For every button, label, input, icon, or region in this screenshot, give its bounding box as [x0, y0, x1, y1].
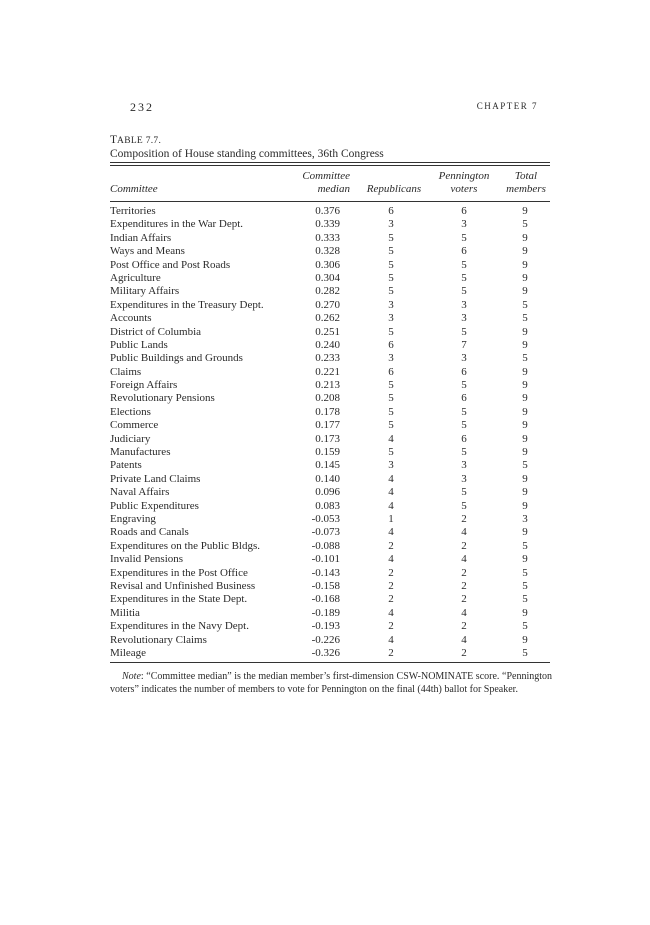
table-row: [110, 473, 550, 486]
pennington-voters-cell: 7: [461, 338, 467, 351]
total-members-cell: 9: [522, 258, 528, 271]
pennington-voters-cell: 5: [461, 231, 467, 244]
total-members-cell: 5: [522, 539, 528, 552]
median-cell: -0.326: [311, 646, 340, 659]
total-members-cell: 5: [522, 566, 528, 579]
median-cell: -0.158: [311, 579, 340, 592]
republicans-cell: 4: [388, 499, 394, 512]
total-members-cell: 9: [522, 231, 528, 244]
committee-name-cell: Elections: [110, 405, 151, 418]
total-members-cell: 5: [522, 459, 528, 472]
republicans-cell: 3: [388, 298, 394, 311]
table-row: [110, 312, 550, 325]
median-cell: 0.333: [315, 231, 340, 244]
col-header-pennington-line1: Pennington: [438, 170, 490, 182]
table-row: [110, 620, 550, 633]
pennington-voters-cell: 6: [461, 432, 467, 445]
table-row: [110, 446, 550, 459]
total-members-cell: 5: [522, 312, 528, 325]
republicans-cell: 6: [388, 365, 394, 378]
table-row: [110, 500, 550, 513]
median-cell: -0.143: [311, 566, 340, 579]
total-members-cell: 9: [522, 392, 528, 405]
table-row: [110, 553, 550, 566]
committee-name-cell: Public Lands: [110, 338, 168, 351]
committee-name-cell: Agriculture: [110, 271, 161, 284]
table-row: [110, 486, 550, 499]
republicans-cell: 5: [388, 258, 394, 271]
median-cell: 0.145: [315, 459, 340, 472]
republicans-cell: 4: [388, 606, 394, 619]
republicans-cell: 2: [388, 566, 394, 579]
total-members-cell: 5: [522, 218, 528, 231]
total-members-cell: 9: [522, 419, 528, 432]
republicans-cell: 1: [388, 512, 394, 525]
total-members-cell: 9: [522, 486, 528, 499]
table-label-initial: T: [110, 134, 118, 146]
median-cell: 0.213: [315, 379, 340, 392]
table-bottom-rule: [110, 662, 550, 663]
table-row: [110, 433, 550, 446]
republicans-cell: 2: [388, 593, 394, 606]
total-members-cell: 9: [522, 245, 528, 258]
table-row: [110, 205, 550, 218]
republicans-cell: 3: [388, 312, 394, 325]
total-members-cell: 5: [522, 593, 528, 606]
total-members-cell: 9: [522, 526, 528, 539]
median-cell: 0.173: [315, 432, 340, 445]
total-members-cell: 9: [522, 446, 528, 459]
median-cell: 0.221: [315, 365, 340, 378]
republicans-cell: 2: [388, 579, 394, 592]
committee-name-cell: Revisal and Unfinished Business: [110, 579, 256, 592]
table-row: [110, 540, 550, 553]
pennington-voters-cell: 2: [461, 646, 467, 659]
col-header-pennington-line2: voters: [450, 183, 478, 195]
col-header-median: [290, 170, 350, 196]
republicans-cell: 5: [388, 285, 394, 298]
median-cell: -0.073: [311, 526, 340, 539]
total-members-cell: 9: [522, 405, 528, 418]
committee-name-cell: Foreign Affairs: [110, 379, 178, 392]
committee-name-cell: Public Buildings and Grounds: [110, 352, 243, 365]
table-row: [110, 366, 550, 379]
median-cell: 0.339: [315, 218, 340, 231]
committee-name-cell: Expenditures in the Treasury Dept.: [110, 298, 264, 311]
pennington-voters-cell: 5: [461, 405, 467, 418]
committee-name-cell: Engraving: [110, 512, 156, 525]
total-members-cell: 9: [522, 499, 528, 512]
committee-name-cell: Private Land Claims: [110, 472, 201, 485]
republicans-cell: 5: [388, 271, 394, 284]
pennington-voters-cell: 5: [461, 379, 467, 392]
table-row: [110, 326, 550, 339]
republicans-cell: 5: [388, 231, 394, 244]
pennington-voters-cell: 6: [461, 365, 467, 378]
total-members-cell: 5: [522, 646, 528, 659]
total-members-cell: 9: [522, 553, 528, 566]
committee-name-cell: Expenditures in the Post Office: [110, 566, 248, 579]
table-row: [110, 352, 550, 365]
total-members-cell: 9: [522, 338, 528, 351]
pennington-voters-cell: 2: [461, 512, 467, 525]
republicans-cell: 3: [388, 459, 394, 472]
committee-name-cell: Naval Affairs: [110, 486, 170, 499]
pennington-voters-cell: 5: [461, 325, 467, 338]
table-row: [110, 513, 550, 526]
republicans-cell: 2: [388, 539, 394, 552]
table-row: [110, 580, 550, 593]
median-cell: 0.083: [315, 499, 340, 512]
pennington-voters-cell: 6: [461, 392, 467, 405]
col-header-median-line2: median: [317, 183, 350, 195]
median-cell: 0.240: [315, 338, 340, 351]
table-row: [110, 607, 550, 620]
median-cell: 0.159: [315, 446, 340, 459]
pennington-voters-cell: 2: [461, 579, 467, 592]
total-members-cell: 9: [522, 205, 528, 217]
pennington-voters-cell: 3: [461, 352, 467, 365]
table-row: [110, 272, 550, 285]
pennington-voters-cell: 5: [461, 285, 467, 298]
median-cell: 0.262: [315, 312, 340, 325]
total-members-cell: 9: [522, 285, 528, 298]
pennington-voters-cell: 2: [461, 593, 467, 606]
col-header-total-line1: Total: [514, 170, 538, 182]
table-row: [110, 339, 550, 352]
pennington-voters-cell: 2: [461, 539, 467, 552]
republicans-cell: 5: [388, 419, 394, 432]
republicans-cell: 6: [388, 338, 394, 351]
pennington-voters-cell: 3: [461, 472, 467, 485]
total-members-cell: 9: [522, 325, 528, 338]
table-caption: Composition of House standing committees, 36th Congress: [110, 148, 384, 160]
committee-name-cell: Expenditures in the War Dept.: [110, 218, 244, 231]
pennington-voters-cell: 3: [461, 218, 467, 231]
table-top-rule-inner: [110, 165, 550, 166]
col-header-median-line1: Committee: [302, 170, 350, 182]
table-row: [110, 299, 550, 312]
republicans-cell: 3: [388, 218, 394, 231]
total-members-cell: 9: [522, 365, 528, 378]
republicans-cell: 5: [388, 325, 394, 338]
committee-name-cell: Invalid Pensions: [110, 553, 184, 566]
republicans-cell: 5: [388, 446, 394, 459]
median-cell: -0.168: [311, 593, 340, 606]
total-members-cell: 9: [522, 633, 528, 646]
page-number: 232: [130, 100, 154, 114]
col-header-pennington: [432, 170, 496, 196]
pennington-voters-cell: 5: [461, 486, 467, 499]
pennington-voters-cell: 5: [461, 271, 467, 284]
table-row: [110, 232, 550, 245]
table-header: [110, 170, 550, 198]
republicans-cell: 3: [388, 352, 394, 365]
median-cell: -0.226: [311, 633, 340, 646]
total-members-cell: 3: [522, 512, 528, 525]
pennington-voters-cell: 4: [461, 553, 467, 566]
republicans-cell: 4: [388, 526, 394, 539]
total-members-cell: 9: [522, 432, 528, 445]
table-row: [110, 379, 550, 392]
committee-name-cell: Revolutionary Claims: [110, 633, 207, 646]
table-note: [110, 670, 552, 697]
republicans-cell: 2: [388, 620, 394, 633]
committee-name-cell: Territories: [110, 205, 156, 217]
committee-name-cell: Expenditures on the Public Bldgs.: [110, 539, 261, 552]
median-cell: -0.053: [311, 512, 340, 525]
median-cell: -0.088: [311, 539, 340, 552]
pennington-voters-cell: 5: [461, 258, 467, 271]
median-cell: -0.193: [311, 620, 340, 633]
total-members-cell: 5: [522, 298, 528, 311]
committee-name-cell: Claims: [110, 365, 142, 378]
pennington-voters-cell: 3: [461, 312, 467, 325]
median-cell: 0.096: [315, 486, 340, 499]
median-cell: 0.328: [315, 245, 340, 258]
pennington-voters-cell: 6: [461, 245, 467, 258]
median-cell: 0.140: [315, 472, 340, 485]
median-cell: 0.282: [315, 285, 340, 298]
table-row: [110, 459, 550, 472]
note-text: : “Committee median” is the median member’s first-dimension CSW-NOMINATE score. “Pennington voters” indicates the number of members to vote for Pennington on the final (44th) ballot for Speaker.: [110, 671, 552, 696]
pennington-voters-cell: 4: [461, 633, 467, 646]
committee-name-cell: Indian Affairs: [110, 231, 172, 244]
median-cell: -0.189: [311, 606, 340, 619]
republicans-cell: 5: [388, 405, 394, 418]
committee-name-cell: Ways and Means: [110, 245, 185, 258]
republicans-cell: 4: [388, 633, 394, 646]
committee-name-cell: Public Expenditures: [110, 499, 199, 512]
pennington-voters-cell: 4: [461, 606, 467, 619]
committee-name-cell: Expenditures in the State Dept.: [110, 593, 248, 606]
median-cell: 0.178: [315, 405, 340, 418]
col-header-republicans: Republicans: [366, 183, 422, 195]
table-top-rule: [110, 162, 550, 163]
table-label: [110, 134, 161, 146]
total-members-cell: 5: [522, 352, 528, 365]
table-row: [110, 567, 550, 580]
median-cell: 0.304: [315, 271, 340, 284]
table-row: [110, 526, 550, 539]
note-label: Note: [122, 671, 141, 682]
committee-name-cell: Manufactures: [110, 446, 171, 459]
committee-name-cell: District of Columbia: [110, 325, 202, 338]
table-body: [110, 205, 550, 660]
table-label-rest: ABLE 7.7.: [117, 136, 162, 146]
pennington-voters-cell: 2: [461, 620, 467, 633]
table-row: [110, 647, 550, 660]
median-cell: 0.208: [315, 392, 340, 405]
total-members-cell: 5: [522, 579, 528, 592]
committee-name-cell: Accounts: [110, 312, 152, 325]
pennington-voters-cell: 3: [461, 459, 467, 472]
median-cell: 0.251: [315, 325, 340, 338]
republicans-cell: 4: [388, 553, 394, 566]
pennington-voters-cell: 5: [461, 499, 467, 512]
republicans-cell: 5: [388, 379, 394, 392]
republicans-cell: 5: [388, 392, 394, 405]
col-header-total: [502, 170, 550, 196]
committee-name-cell: Expenditures in the Navy Dept.: [110, 620, 249, 633]
republicans-cell: 4: [388, 486, 394, 499]
pennington-voters-cell: 2: [461, 566, 467, 579]
republicans-cell: 5: [388, 245, 394, 258]
table-header-rule: [110, 201, 550, 202]
median-cell: 0.270: [315, 298, 340, 311]
total-members-cell: 9: [522, 606, 528, 619]
republicans-cell: 2: [388, 646, 394, 659]
median-cell: 0.306: [315, 258, 340, 271]
committee-name-cell: Judiciary: [110, 432, 151, 445]
median-cell: 0.233: [315, 352, 340, 365]
pennington-voters-cell: 6: [461, 205, 467, 217]
republicans-cell: 4: [388, 432, 394, 445]
table-row: [110, 593, 550, 606]
republicans-cell: 4: [388, 472, 394, 485]
col-header-committee: Committee: [110, 183, 158, 195]
total-members-cell: 9: [522, 472, 528, 485]
table-row: [110, 218, 550, 231]
pennington-voters-cell: 5: [461, 446, 467, 459]
table-row: [110, 406, 550, 419]
committee-name-cell: Patents: [110, 459, 142, 472]
pennington-voters-cell: 3: [461, 298, 467, 311]
running-header: [110, 100, 550, 116]
col-header-total-line2: members: [506, 183, 546, 195]
median-cell: 0.177: [315, 419, 340, 432]
table-row: [110, 245, 550, 258]
table-row: [110, 419, 550, 432]
table-row: [110, 285, 550, 298]
committee-name-cell: Post Office and Post Roads: [110, 258, 231, 271]
committee-name-cell: Revolutionary Pensions: [110, 392, 215, 405]
table-row: [110, 259, 550, 272]
total-members-cell: 9: [522, 271, 528, 284]
pennington-voters-cell: 4: [461, 526, 467, 539]
median-cell: 0.376: [315, 205, 340, 217]
table-row: [110, 634, 550, 647]
committee-name-cell: Commerce: [110, 419, 159, 432]
pennington-voters-cell: 5: [461, 419, 467, 432]
committee-name-cell: Military Affairs: [110, 285, 180, 298]
chapter-heading: CHAPTER 7: [476, 101, 538, 111]
total-members-cell: 5: [522, 620, 528, 633]
table-row: [110, 392, 550, 405]
committee-name-cell: Militia: [110, 606, 140, 619]
republicans-cell: 6: [388, 205, 394, 217]
median-cell: -0.101: [311, 553, 340, 566]
committee-name-cell: Roads and Canals: [110, 526, 189, 539]
committee-name-cell: Mileage: [110, 646, 147, 659]
total-members-cell: 9: [522, 379, 528, 392]
